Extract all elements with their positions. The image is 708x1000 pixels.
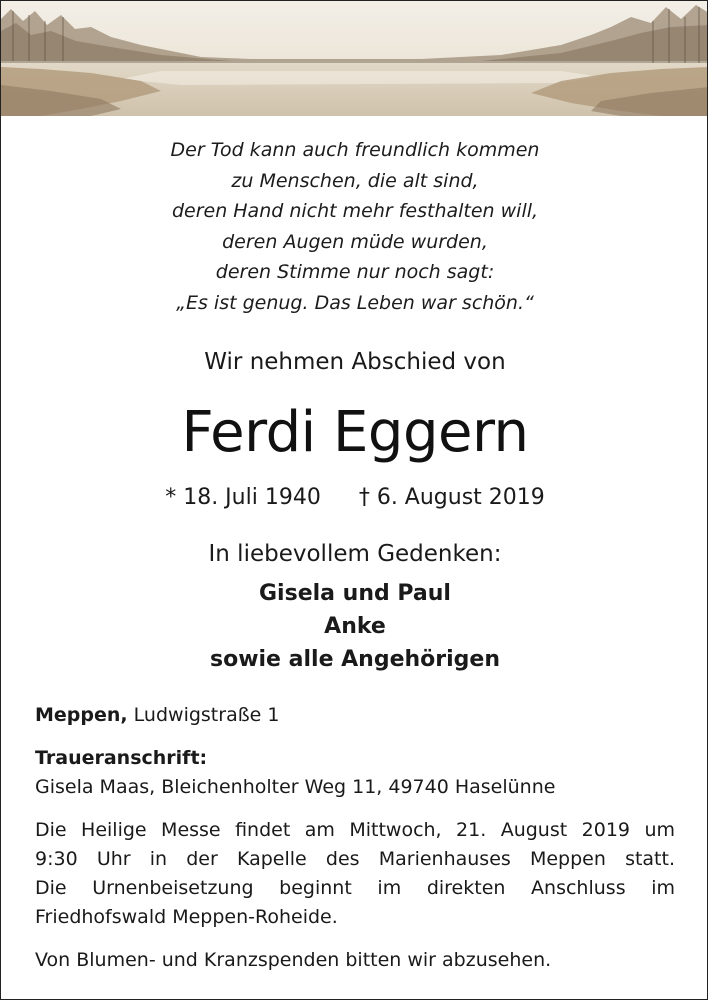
mourning-address: Gisela Maas, Bleichenholter Weg 11, 49740 Haselünne — [35, 776, 556, 798]
mass-info-line: Die Heilige Messe findet am Mittwoch, 21. August 2019 um — [35, 819, 675, 841]
notice-footer — [35, 701, 675, 975]
mourner-name: sowie alle Angehörigen — [209, 647, 501, 672]
poem-line: „Es ist genug. Das Leben war schön.“ — [176, 291, 534, 314]
mourner-name: Anke — [324, 614, 386, 639]
memory-heading: In liebevollem Gedenken: — [208, 541, 502, 567]
mass-info-line: Die Urnenbeisetzung beginnt im direkten Anschluss im — [35, 877, 675, 899]
life-dates — [1, 481, 708, 515]
address-label-text: Traueranschrift: — [35, 747, 208, 769]
poem-line: deren Augen müde wurden, — [222, 230, 488, 253]
residence-city: Meppen, — [35, 704, 128, 726]
residence — [35, 701, 675, 730]
deceased-name: Ferdi Eggern — [181, 400, 529, 465]
mass-info-line: Friedhofswald Meppen-Roheide. — [35, 906, 338, 928]
farewell-intro: Wir nehmen Abschied von — [204, 349, 506, 375]
flowers-note: Von Blumen- und Kranzspenden bitten wir abzusehen. — [35, 949, 552, 971]
death-date: † 6. August 2019 — [358, 485, 545, 510]
residence-street: Ludwigstraße 1 — [133, 704, 280, 726]
poem-line: zu Menschen, die alt sind, — [231, 169, 479, 192]
lake-landscape-image — [1, 1, 708, 116]
mourners-list — [1, 577, 708, 676]
poem-line: deren Stimme nur noch sagt: — [215, 261, 495, 283]
poem-line: Der Tod kann auch freundlich kommen — [170, 139, 540, 161]
mourner-name: Gisela und Paul — [259, 581, 451, 606]
mass-info-line: 9:30 Uhr in der Kapelle des Marienhauses Meppen statt. — [35, 848, 675, 870]
poem-line: deren Hand nicht mehr festhalten will, — [171, 200, 539, 222]
birth-date: * 18. Juli 1940 — [165, 485, 321, 510]
address-label — [35, 744, 675, 773]
poem — [1, 135, 708, 318]
mass-info — [35, 816, 675, 932]
